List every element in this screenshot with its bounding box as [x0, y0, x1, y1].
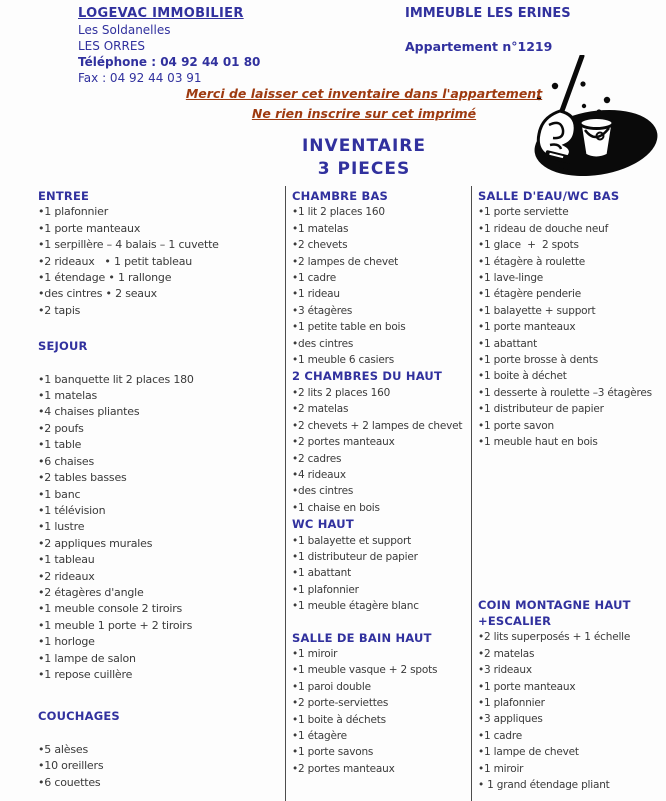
inventory-column-right	[478, 188, 664, 793]
inventory-item: •1 distributeur de papier	[292, 550, 418, 563]
agency-name: LOGEVAC IMMOBILIER	[78, 6, 244, 21]
inventory-section	[38, 188, 284, 319]
inventory-item: •1 lit 2 places 160	[292, 206, 385, 219]
inventory-item: •1 rideau	[292, 288, 340, 301]
section-items	[478, 629, 664, 793]
section-items	[292, 646, 470, 777]
section-title	[292, 630, 470, 646]
notice-block	[0, 84, 666, 124]
inventory-item: •1 meuble console 2 tiroirs	[38, 602, 183, 616]
inventory-item: •2 chevets + 2 lampes de chevet	[292, 419, 463, 432]
inventory-item: •1 lave-linge	[478, 272, 544, 285]
inventory-item: •1 distributeur de papier	[478, 403, 604, 416]
section-items	[292, 533, 470, 615]
inventory-item: •4 chaises pliantes	[38, 405, 140, 419]
section-title-line: COUCHAGES	[38, 709, 120, 724]
notice-line1: Merci de laisser cet inventaire dans l'appartement	[185, 86, 543, 101]
inventory-item: •2 lits superposés + 1 échelle	[478, 631, 631, 644]
inventory-item: •1 paroi double	[292, 680, 371, 693]
inventory-item: •1 balayette et support	[292, 534, 411, 547]
section-title	[292, 188, 470, 204]
inventory-item: •2 lits 2 places 160	[292, 386, 391, 399]
inventory-item: •1 porte savons	[292, 746, 374, 759]
inventory-item: •1 étagère à roulette	[478, 255, 586, 268]
inventory-item: •1 glace + 2 spots	[478, 239, 579, 252]
inventory-section	[478, 597, 664, 794]
inventory-item: •2 porte-serviettes	[292, 697, 389, 710]
inventory-item: •2 portes manteaux	[292, 436, 395, 449]
inventory-item: •des cintres	[292, 337, 354, 350]
inventory-item: •1 porte manteaux	[38, 221, 141, 235]
section-title	[38, 338, 284, 354]
inventory-section	[292, 630, 470, 778]
section-items	[38, 725, 284, 791]
building-block	[405, 6, 571, 55]
section-title-line: ENTREE	[38, 189, 90, 203]
inventory-item: •4 rideaux	[292, 468, 346, 481]
agency-block	[78, 6, 260, 86]
section-title-line: SALLE DE BAIN HAUT	[292, 630, 432, 645]
section-title	[478, 188, 664, 204]
inventory-item: •1 porte savon	[478, 419, 554, 432]
section-title-line: CHAMBRE BAS	[292, 189, 389, 203]
inventory-item: •2 portes manteaux	[292, 762, 395, 775]
inventory-item: •1 matelas	[292, 222, 349, 235]
section-items	[478, 204, 664, 450]
apartment-number: Appartement n°1219	[405, 39, 553, 54]
agency-address-line2: LES ORRES	[78, 39, 146, 53]
inventory-item: •2 rideaux	[38, 569, 95, 583]
inventory-item: •1 cadre	[478, 729, 523, 742]
section-title-line: COIN MONTAGNE HAUT	[478, 597, 631, 612]
inventory-section	[292, 516, 470, 614]
inventory-item: •3 étagères	[292, 304, 353, 317]
section-items	[292, 204, 470, 368]
inventory-item: •des cintres • 2 seaux	[38, 287, 157, 301]
inventory-item: •2 tapis	[38, 303, 81, 317]
inventory-item: •1 boite à déchets	[292, 713, 386, 726]
inventory-item: •1 boite à déchet	[478, 370, 567, 383]
inventory-item: •1 banc	[38, 487, 81, 501]
inventory-item: •10 oreillers	[38, 759, 104, 773]
inventory-item: •1 abattant	[478, 337, 537, 350]
inventory-item: •2 chevets	[292, 239, 348, 252]
inventory-item: •1 plafonnier	[38, 205, 109, 219]
inventory-item: •1 meuble haut en bois	[478, 436, 598, 449]
section-title	[38, 188, 284, 204]
inventory-item: •1 repose cuillère	[38, 667, 133, 681]
inventory-item: •1 cadre	[292, 272, 337, 285]
inventory-item: •1 porte manteaux	[478, 680, 576, 693]
inventory-item: •1 banquette lit 2 places 180	[38, 372, 194, 386]
inventory-item: •1 desserte à roulette –3 étagères	[478, 386, 652, 399]
inventory-section	[292, 188, 470, 368]
inventory-item: •2 appliques murales	[38, 536, 153, 550]
inventory-item: •6 couettes	[38, 775, 101, 789]
section-items	[38, 204, 284, 319]
section-title-line: 2 CHAMBRES DU HAUT	[292, 369, 443, 384]
page-title-line2: 3 PIECES	[317, 159, 411, 179]
inventory-item: •des cintres	[292, 485, 354, 498]
inventory-item: •2 étagères d'angle	[38, 585, 144, 599]
inventory-item: •1 horloge	[38, 635, 95, 649]
agency-fax: Fax : 04 92 44 03 91	[78, 71, 202, 85]
inventory-item: •1 matelas	[38, 389, 98, 403]
agency-address-line1: Les Soldanelles	[78, 23, 171, 37]
inventory-item: •1 plafonnier	[292, 583, 359, 596]
inventory-item: •1 petite table en bois	[292, 321, 406, 334]
section-title	[38, 708, 284, 724]
inventory-item: •1 lampe de chevet	[478, 746, 579, 759]
inventory-item: •1 meuble étagère blanc	[292, 600, 419, 613]
section-title-line: SALLE D'EAU/WC BAS	[478, 189, 620, 203]
column-divider	[471, 186, 472, 801]
inventory-section	[292, 368, 470, 516]
section-items	[292, 385, 470, 516]
inventory-section	[38, 708, 284, 791]
section-title-line: +ESCALIER	[478, 613, 552, 628]
inventory-item: •6 chaises	[38, 454, 95, 468]
inventory-item: •2 matelas	[478, 647, 535, 660]
section-title-line: WC HAUT	[292, 517, 354, 532]
inventory-item: •1 étagère	[292, 730, 347, 742]
inventory-column-middle	[292, 188, 470, 777]
inventory-item: •1 rideau de douche neuf	[478, 222, 609, 235]
inventory-item: •1 plafonnier	[478, 696, 545, 709]
inventory-item: •2 cadres	[292, 452, 342, 465]
inventory-item: •1 miroir	[292, 647, 338, 660]
inventory-item: •1 porte serviette	[478, 206, 569, 219]
inventory-item: •1 meuble 1 porte + 2 tiroirs	[38, 618, 193, 632]
inventory-column-left	[38, 188, 284, 791]
inventory-item: •1 télévision	[38, 503, 106, 517]
inventory-item: • 1 grand étendage pliant	[478, 778, 610, 791]
inventory-item: •1 meuble vasque + 2 spots	[292, 664, 438, 677]
section-items	[38, 355, 284, 684]
inventory-item: •1 chaise en bois	[292, 501, 380, 514]
inventory-item: •3 appliques	[478, 713, 543, 726]
inventory-item: •1 porte manteaux	[478, 321, 576, 334]
inventory-item: •1 porte brosse à dents	[478, 354, 598, 367]
inventory-item: •1 lampe de salon	[38, 651, 136, 665]
inventory-item: •2 tables basses	[38, 471, 127, 485]
inventory-item: •1 tableau	[38, 553, 95, 567]
inventory-item: •3 rideaux	[478, 664, 532, 677]
inventory-item: •1 étendage • 1 rallonge	[38, 271, 172, 285]
section-title	[478, 597, 664, 630]
inventory-item: •5 alèses	[38, 742, 88, 756]
agency-phone: Téléphone : 04 92 44 01 80	[78, 55, 261, 69]
inventory-item: •1 miroir	[478, 762, 524, 775]
page-title	[0, 135, 666, 181]
inventory-item: •1 meuble 6 casiers	[292, 354, 394, 367]
page-title-line1: INVENTAIRE	[301, 136, 426, 156]
inventory-item: •1 balayette + support	[478, 304, 596, 317]
inventory-item: •1 étagère penderie	[478, 288, 582, 301]
column-divider	[285, 186, 286, 801]
section-title	[292, 368, 470, 384]
inventory-section	[478, 188, 664, 451]
inventory-section	[38, 338, 284, 683]
section-title-line: SEJOUR	[38, 339, 88, 354]
notice-line2: Ne rien inscrire sur cet imprimé	[251, 106, 477, 121]
section-title	[292, 516, 470, 532]
inventory-item: •2 lampes de chevet	[292, 255, 399, 268]
inventory-item: •2 rideaux • 1 petit tableau	[38, 254, 193, 268]
inventory-item: •1 table	[38, 438, 82, 452]
inventory-item: •2 matelas	[292, 403, 349, 416]
inventory-item: •1 lustre	[38, 520, 85, 534]
inventory-item: •1 serpillère – 4 balais – 1 cuvette	[38, 238, 219, 252]
building-name: IMMEUBLE LES ERINES	[405, 6, 571, 21]
inventory-item: •1 abattant	[292, 567, 351, 580]
inventory-item: •2 poufs	[38, 421, 84, 435]
